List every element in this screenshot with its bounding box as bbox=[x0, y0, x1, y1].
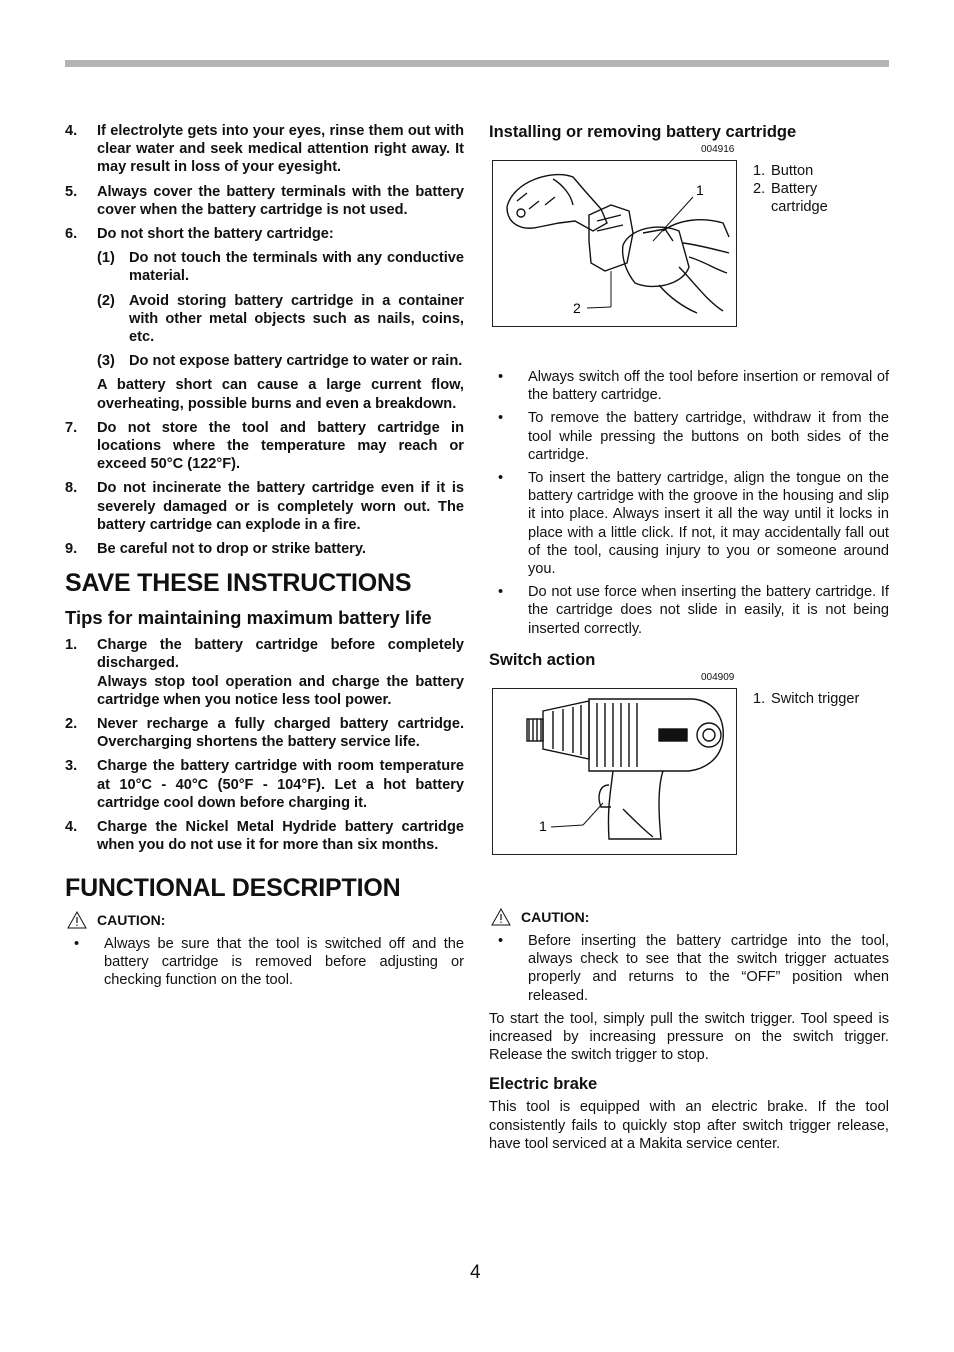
install-bullet: • Do not use force when inserting the battery cartridge. If the cartridge does not slide in easily, it is not being inserted correctly. bbox=[498, 584, 889, 637]
short-circuit-note: A battery short can cause a large current flow, overheating, possible burns and even a breakdown. bbox=[97, 377, 464, 412]
list-item: 5. Always cover the battery terminals with the battery cover when the battery cartridge is not used. bbox=[65, 183, 464, 218]
switch-heading: Switch action bbox=[489, 650, 596, 669]
switch-trigger-illustration bbox=[493, 689, 735, 853]
caution-bullet: • Always be sure that the tool is switched off and the battery cartridge is removed before adjusting or checking function on the tool. bbox=[74, 935, 464, 989]
callout-leader bbox=[551, 803, 603, 827]
callout-leader bbox=[653, 197, 693, 241]
header-rule bbox=[65, 60, 889, 67]
install-bullet: • To insert the battery cartridge, align the tongue on the battery cartridge with the groove in the housing and slip it into place. Always insert it all the way until it locks in place with a little click. If not, it may accidentally fall out of the tool, causing injury to you or someone around you. bbox=[498, 470, 889, 578]
figure-legend bbox=[753, 162, 889, 217]
figure-legend bbox=[753, 690, 889, 708]
warning-triangle-icon bbox=[491, 908, 511, 926]
electric-brake-heading: Electric brake bbox=[489, 1075, 598, 1094]
page-number: 4 bbox=[470, 1262, 481, 1283]
list-item: 8. Do not incinerate the battery cartridge even if it is severely damaged or is completely worn out. The battery cartridge can explode in a fire. bbox=[65, 480, 464, 533]
warning-triangle-icon bbox=[67, 911, 87, 929]
tip-item: 3. Charge the battery cartridge with room temperature at 10°C - 40°C (50°F - 104°F). Let a hot battery cartridge cool down before charging it. bbox=[65, 758, 464, 811]
legend-item: 1. Button bbox=[753, 163, 814, 179]
install-bullet: • Always switch off the tool before insertion or removal of the battery cartridge. bbox=[498, 369, 889, 404]
figure-frame bbox=[492, 160, 737, 327]
figure-code: 004916 bbox=[701, 144, 735, 155]
functional-description-heading: FUNCTIONAL DESCRIPTION bbox=[65, 873, 401, 902]
tip-item: 4. Charge the Nickel Metal Hydride battery cartridge when you do not use it for more than six months. bbox=[65, 819, 464, 854]
left-column bbox=[65, 122, 464, 994]
callout-2: 2 bbox=[573, 300, 581, 316]
caution-label: CAUTION: bbox=[67, 911, 464, 929]
legend-item: 2. Battery cartridge bbox=[753, 181, 828, 216]
callout-1: 1 bbox=[539, 817, 547, 834]
list-item: 7. Do not store the tool and battery cartridge in locations where the temperature may reach or exceed 50°C (122°F). bbox=[65, 419, 464, 473]
install-heading: Installing or removing battery cartridge bbox=[489, 123, 797, 141]
tip-item: 2. Never recharge a fully charged battery cartridge. Overcharging shortens the battery service life. bbox=[65, 716, 464, 751]
list-item: 4. If electrolyte gets into your eyes, rinse them out with clear water and seek medical attention right away. It may result in loss of your eyesight. bbox=[65, 123, 464, 176]
sub-list-item: (1) Do not touch the terminals with any conductive material. bbox=[97, 250, 464, 285]
sub-list-item: (2) Avoid storing battery cartridge in a container with other metal objects such as nails, coins, etc. bbox=[97, 292, 464, 346]
save-instructions-heading: SAVE THESE INSTRUCTIONS bbox=[65, 569, 412, 598]
switch-caution-bullet: • Before inserting the battery cartridge into the tool, always check to see that the switch trigger actuates properly and returns to the “OFF” position when released. bbox=[498, 933, 889, 1004]
figure-battery-install bbox=[489, 146, 889, 338]
electric-brake-paragraph: This tool is equipped with an electric brake. If the tool consistently fails to quickly stop after switch trigger release, have tool serviced at a Makita service center. bbox=[489, 1099, 889, 1152]
callout-1: 1 bbox=[696, 182, 704, 198]
callout-leader bbox=[587, 307, 611, 308]
list-item: 9. Be careful not to drop or strike battery. bbox=[65, 541, 366, 558]
figure-code: 004909 bbox=[701, 671, 735, 683]
tip-item: 1. Charge the battery cartridge before completely discharged. Always stop tool operation and charge the battery cartridge when you notice less tool power. bbox=[65, 637, 464, 708]
right-column bbox=[489, 122, 889, 1161]
figure-switch-action bbox=[489, 671, 889, 866]
figure-frame bbox=[492, 688, 737, 855]
caution-label: CAUTION: bbox=[491, 908, 889, 926]
switch-paragraph: To start the tool, simply pull the switch trigger. Tool speed is increased by increasing pressure on the switch trigger. Release the switch trigger to stop. bbox=[489, 1010, 889, 1064]
legend-item: 1. Switch trigger bbox=[753, 690, 860, 707]
list-item: 6. Do not short the battery cartridge: bbox=[65, 226, 334, 243]
sub-list-item: (3) Do not expose battery cartridge to water or rain. bbox=[97, 353, 463, 370]
tips-heading: Tips for maintaining maximum battery life bbox=[65, 607, 432, 629]
install-bullet: • To remove the battery cartridge, withdraw it from the tool while pressing the buttons on both sides of the cartridge. bbox=[498, 410, 889, 463]
battery-install-illustration bbox=[493, 161, 735, 325]
